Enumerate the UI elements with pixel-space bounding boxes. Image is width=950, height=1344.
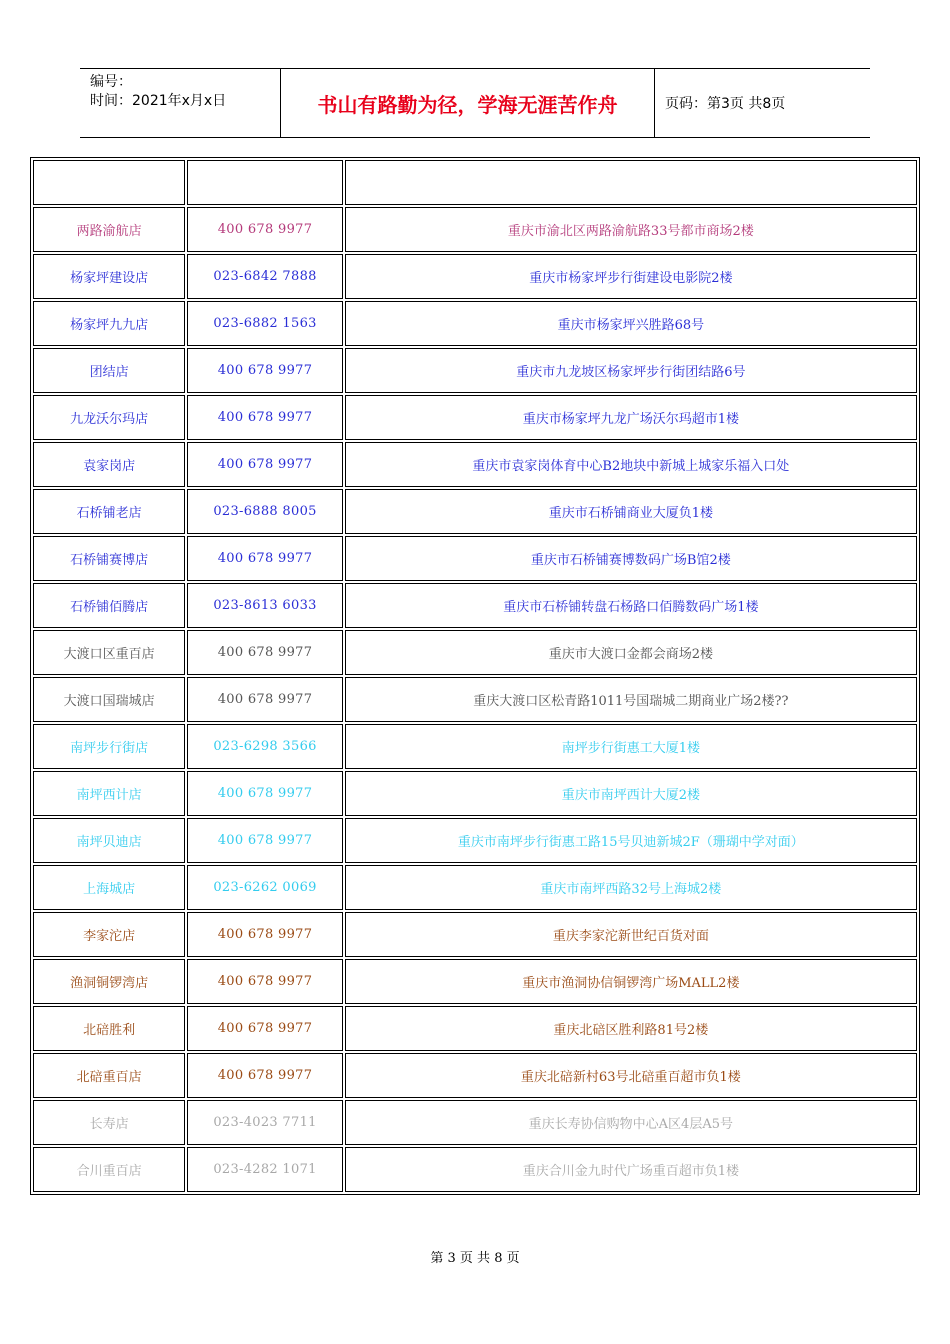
table-row <box>33 489 917 534</box>
table-row <box>33 677 917 722</box>
store-phone-cell: 400 678 9977 <box>187 207 342 252</box>
store-name-cell: 北碚胜利 <box>33 1006 185 1051</box>
store-address-cell: 重庆市杨家坪步行街建设电影院2楼 <box>345 254 917 299</box>
store-name-cell: 李家沱店 <box>33 912 185 957</box>
store-name-cell: 上海城店 <box>33 865 185 910</box>
document-time-label: 时间：2021年x月x日 <box>90 93 227 109</box>
store-name-cell: 长寿店 <box>33 1100 185 1145</box>
store-address-cell: 重庆市石桥铺商业大厦负1楼 <box>345 489 917 534</box>
store-name-cell: 大渡口国瑞城店 <box>33 677 185 722</box>
store-name-cell: 九龙沃尔玛店 <box>33 395 185 440</box>
store-phone-cell: 400 678 9977 <box>187 818 342 863</box>
store-address-cell: 重庆市杨家坪兴胜路68号 <box>345 301 917 346</box>
header-motto: 书山有路勤为径，学海无涯苦作舟 <box>281 69 655 137</box>
store-address-cell: 重庆北碚新村63号北碚重百超市负1楼 <box>345 1053 917 1098</box>
table-row <box>33 1147 917 1192</box>
store-phone-cell: 400 678 9977 <box>187 959 342 1004</box>
table-row <box>33 442 917 487</box>
table-header-row <box>33 160 917 205</box>
store-address-cell: 重庆市南坪西路32号上海城2楼 <box>345 865 917 910</box>
store-address-cell: 重庆市南坪西计大厦2楼 <box>345 771 917 816</box>
store-name-cell: 南坪贝迪店 <box>33 818 185 863</box>
store-phone-cell: 400 678 9977 <box>187 536 342 581</box>
header-cell-phone <box>187 160 342 205</box>
table-row <box>33 254 917 299</box>
store-phone-cell: 400 678 9977 <box>187 1006 342 1051</box>
store-phone-cell: 023-4023 7711 <box>187 1100 342 1145</box>
store-address-cell: 重庆市杨家坪九龙广场沃尔玛超市1楼 <box>345 395 917 440</box>
store-phone-cell: 023-4282 1071 <box>187 1147 342 1192</box>
store-name-cell: 大渡口区重百店 <box>33 630 185 675</box>
store-phone-cell: 400 678 9977 <box>187 1053 342 1098</box>
store-phone-cell: 400 678 9977 <box>187 395 342 440</box>
store-table-body <box>33 160 917 1192</box>
table-row <box>33 348 917 393</box>
header-cell-address <box>345 160 917 205</box>
table-row <box>33 207 917 252</box>
store-phone-cell: 023-6882 1563 <box>187 301 342 346</box>
store-name-cell: 两路渝航店 <box>33 207 185 252</box>
table-row <box>33 1100 917 1145</box>
table-row <box>33 865 917 910</box>
store-phone-cell: 400 678 9977 <box>187 912 342 957</box>
table-row <box>33 1053 917 1098</box>
table-row <box>33 301 917 346</box>
header-page-number: 页码：第3页 共8页 <box>665 96 786 112</box>
store-name-cell: 渔洞铜锣湾店 <box>33 959 185 1004</box>
document-number-label: 编号： <box>90 74 132 90</box>
store-phone-cell: 023-6298 3566 <box>187 724 342 769</box>
table-row <box>33 536 917 581</box>
store-address-cell: 重庆李家沱新世纪百货对面 <box>345 912 917 957</box>
table-row <box>33 912 917 957</box>
store-name-cell: 石桥铺老店 <box>33 489 185 534</box>
store-address-cell: 重庆市南坪步行街惠工路15号贝迪新城2F（珊瑚中学对面） <box>345 818 917 863</box>
store-phone-cell: 023-8613 6033 <box>187 583 342 628</box>
store-address-cell: 重庆市石桥铺赛博数码广场B馆2楼 <box>345 536 917 581</box>
store-phone-cell: 400 678 9977 <box>187 630 342 675</box>
page-footer: 第 3 页 共 8 页 <box>430 1251 520 1266</box>
table-row <box>33 771 917 816</box>
header-meta <box>80 69 281 137</box>
page-header <box>80 68 870 138</box>
store-name-cell: 南坪西计店 <box>33 771 185 816</box>
store-phone-cell: 400 678 9977 <box>187 348 342 393</box>
store-phone-cell: 400 678 9977 <box>187 677 342 722</box>
store-phone-cell: 400 678 9977 <box>187 771 342 816</box>
table-row <box>33 583 917 628</box>
store-address-cell: 重庆合川金九时代广场重百超市负1楼 <box>345 1147 917 1192</box>
store-name-cell: 南坪步行街店 <box>33 724 185 769</box>
table-row <box>33 724 917 769</box>
table-row <box>33 1006 917 1051</box>
store-phone-cell: 023-6262 0069 <box>187 865 342 910</box>
store-table <box>30 157 920 1195</box>
store-name-cell: 袁家岗店 <box>33 442 185 487</box>
store-address-cell: 重庆市大渡口金都会商场2楼 <box>345 630 917 675</box>
store-address-cell: 南坪步行街惠工大厦1楼 <box>345 724 917 769</box>
store-phone-cell: 023-6888 8005 <box>187 489 342 534</box>
table-row <box>33 959 917 1004</box>
store-address-cell: 重庆市石桥铺转盘石杨路口佰腾数码广场1楼 <box>345 583 917 628</box>
store-address-cell: 重庆市渝北区两路渝航路33号都市商场2楼 <box>345 207 917 252</box>
store-address-cell: 重庆北碚区胜利路81号2楼 <box>345 1006 917 1051</box>
store-name-cell: 石桥铺佰腾店 <box>33 583 185 628</box>
store-address-cell: 重庆大渡口区松青路1011号国瑞城二期商业广场2楼?? <box>345 677 917 722</box>
store-phone-cell: 023-6842 7888 <box>187 254 342 299</box>
store-address-cell: 重庆市袁家岗体育中心B2地块中新城上城家乐福入口处 <box>345 442 917 487</box>
store-address-cell: 重庆长寿协信购物中心A区4层A5号 <box>345 1100 917 1145</box>
store-name-cell: 团结店 <box>33 348 185 393</box>
store-name-cell: 杨家坪建设店 <box>33 254 185 299</box>
table-row <box>33 630 917 675</box>
store-name-cell: 合川重百店 <box>33 1147 185 1192</box>
store-address-cell: 重庆市九龙坡区杨家坪步行街团结路6号 <box>345 348 917 393</box>
store-name-cell: 石桥铺赛博店 <box>33 536 185 581</box>
store-name-cell: 杨家坪九九店 <box>33 301 185 346</box>
table-row <box>33 395 917 440</box>
header-cell-name <box>33 160 185 205</box>
store-address-cell: 重庆市渔洞协信铜锣湾广场MALL2楼 <box>345 959 917 1004</box>
store-phone-cell: 400 678 9977 <box>187 442 342 487</box>
store-name-cell: 北碚重百店 <box>33 1053 185 1098</box>
table-row <box>33 818 917 863</box>
